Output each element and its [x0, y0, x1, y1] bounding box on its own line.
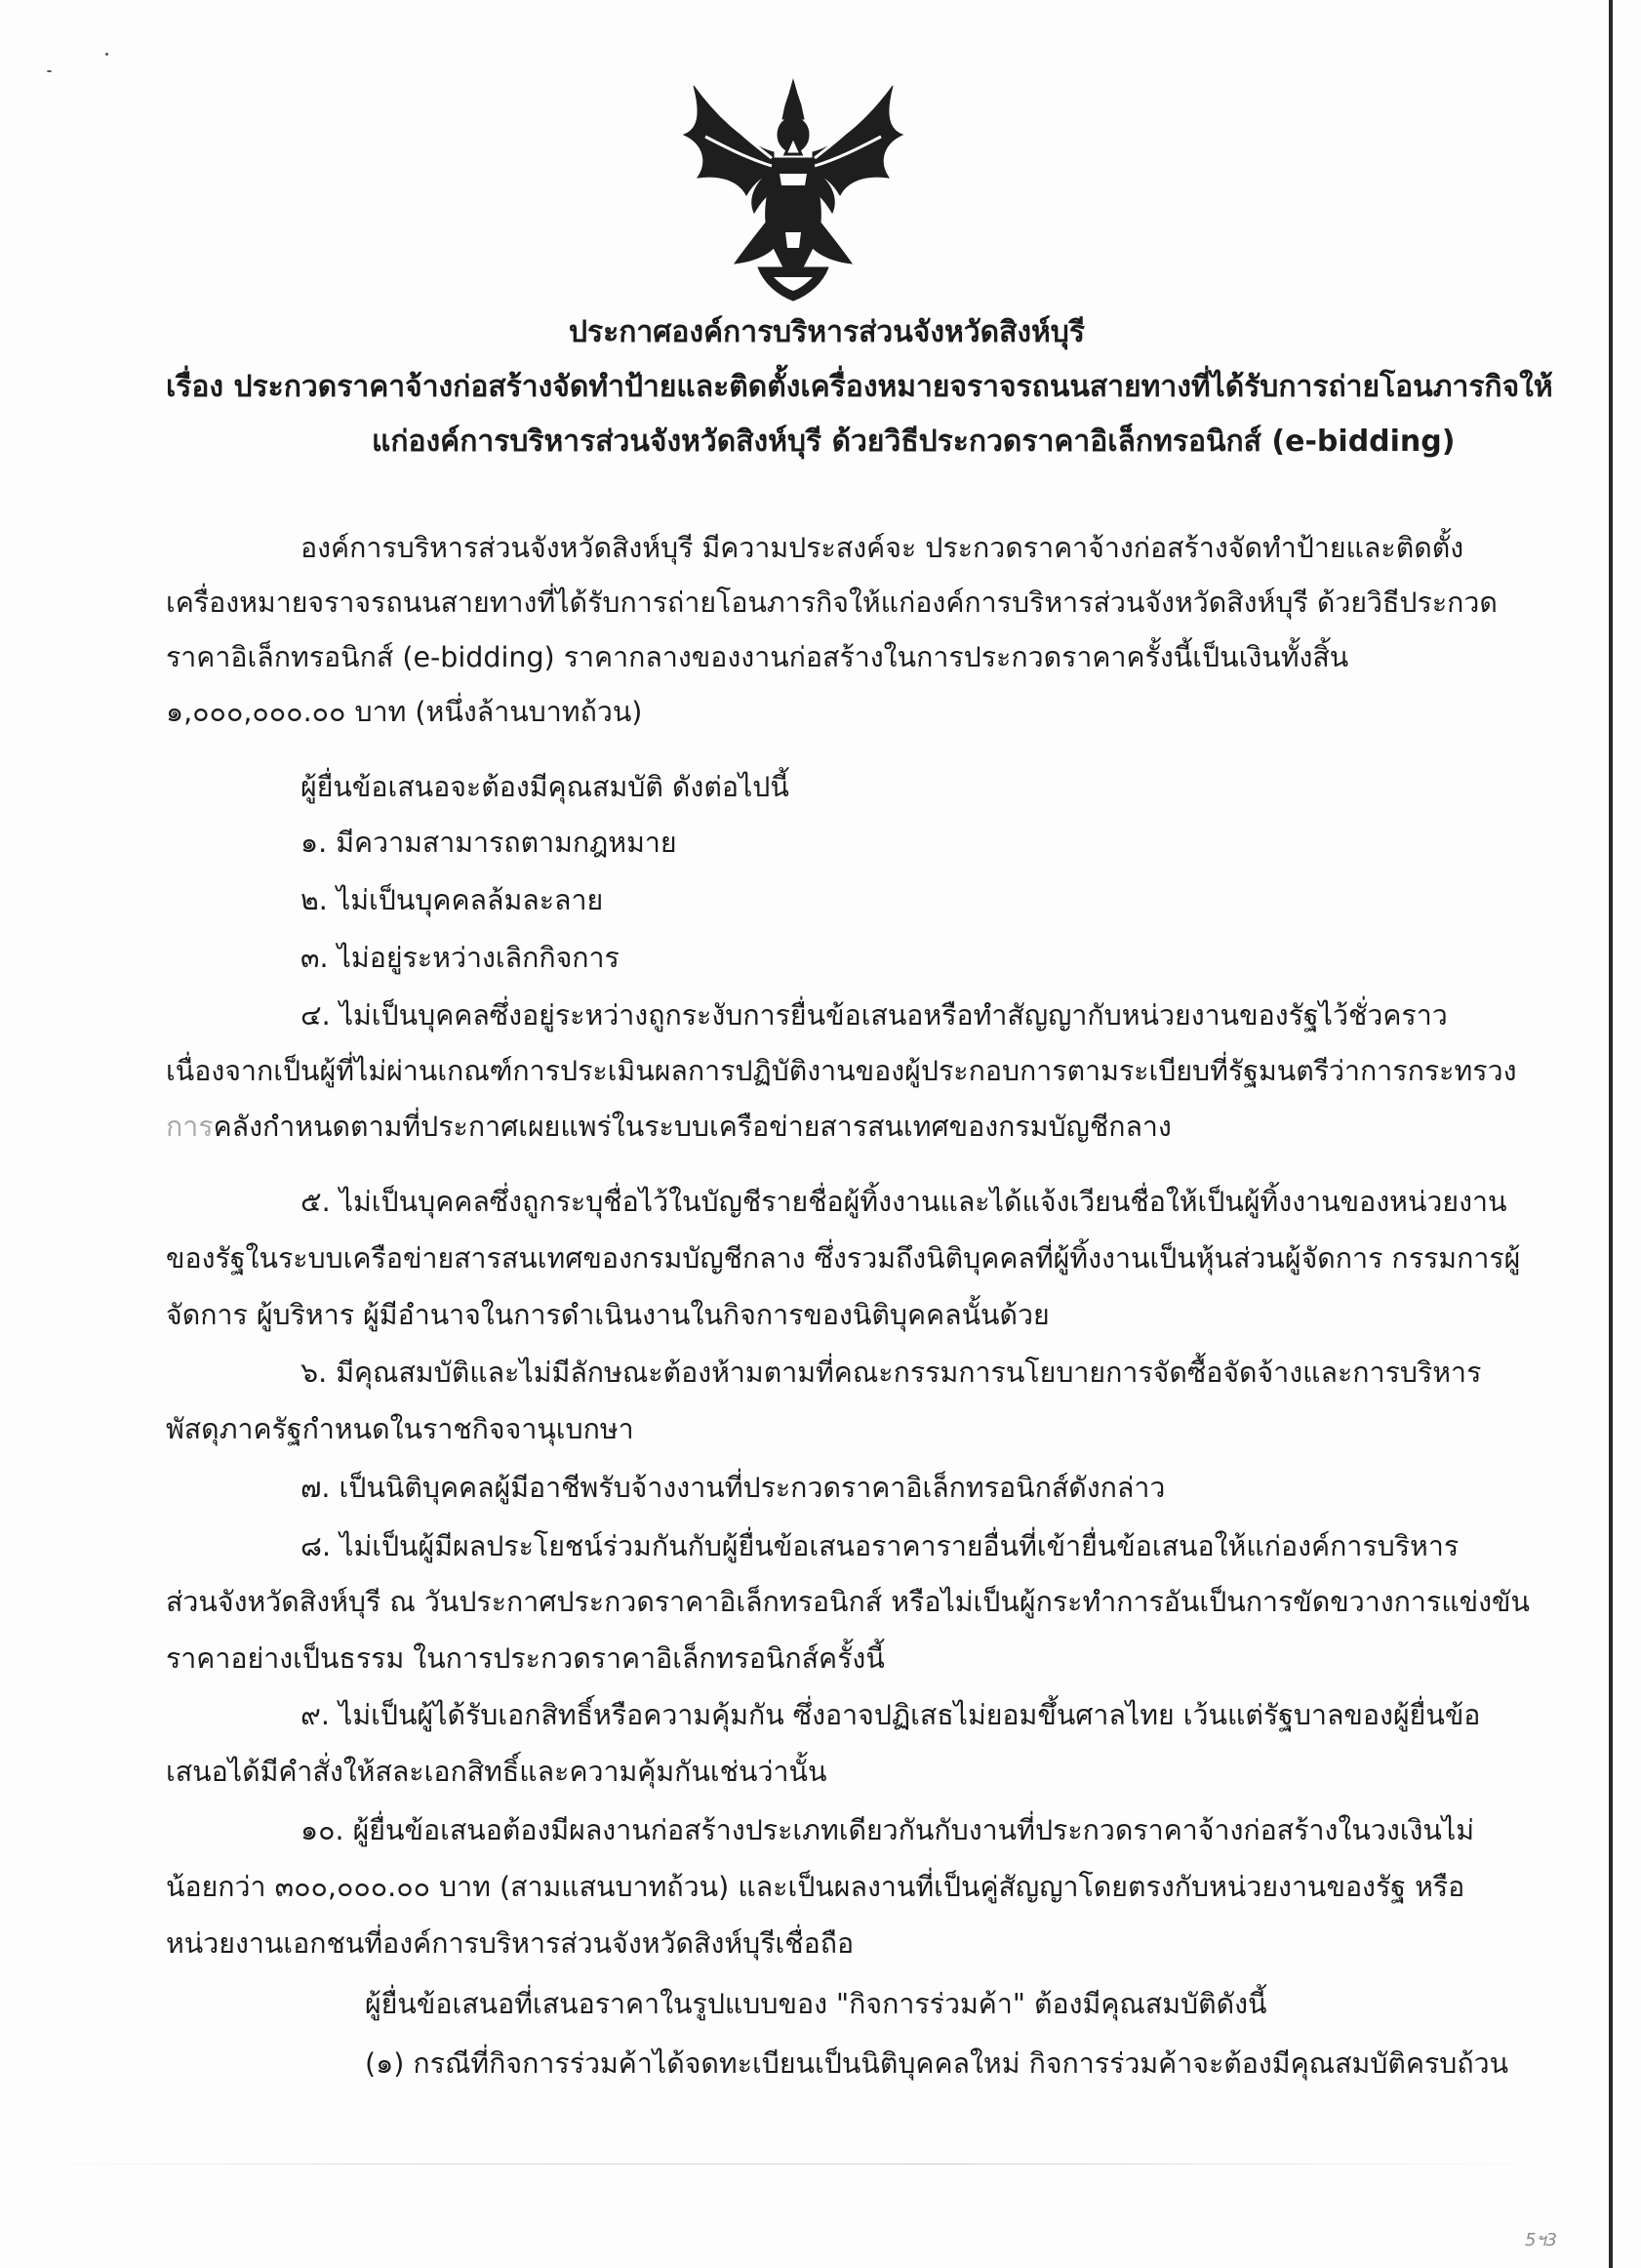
joint-venture-item: (๑) กรณีที่กิจการร่วมค้าได้จดทะเบียนเป็นนิติบุคคลใหม่ กิจการร่วมค้าจะต้องมีคุณสมบัติครบถ้วน — [365, 2047, 1509, 2080]
body-paragraph-line: ๑,๐๐๐,๐๐๐.๐๐ บาท (หนึ่งล้านบาทถ้วน) — [166, 696, 643, 728]
qualification-item: ๑๐. ผู้ยื่นข้อเสนอต้องมีผลงานก่อสร้างประเภทเดียวกันกับงานที่ประกวดราคาจ้างก่อสร้างในวงเงินไม่ — [300, 1814, 1474, 1846]
qualification-item-line: ส่วนจังหวัดสิงห์บุรี ณ วันประกาศประกวดราคาอิเล็กทรอนิกส์ หรือไม่เป็นผู้กระทำการอันเป็นการขัดขวางการแข่งขัน — [166, 1586, 1530, 1618]
qualification-item: ๓. ไม่อยู่ระหว่างเลิกกิจการ — [300, 942, 620, 974]
qualification-item: ๑. มีความสามารถตามกฎหมาย — [300, 827, 677, 859]
document-title: ประกาศองค์การบริหารส่วนจังหวัดสิงห์บุรี — [569, 315, 1085, 349]
joint-venture-heading: ผู้ยื่นข้อเสนอที่เสนอราคาในรูปแบบของ "กิจการร่วมค้า" ต้องมีคุณสมบัติดังนี้ — [365, 1988, 1267, 2020]
qualification-item: ๙. ไม่เป็นผู้ได้รับเอกสิทธิ์หรือความคุ้มกัน ซึ่งอาจปฏิเสธไม่ยอมขึ้นศาลไทย เว้นแต่รัฐบาลของผู้ยื่นข้อ — [300, 1699, 1481, 1731]
document-subject-line: เรื่อง ประกวดราคาจ้างก่อสร้างจัดทำป้ายและติดตั้งเครื่องหมายจราจรถนนสายทางที่ได้รับการถ่ายโอนภารกิจให้ — [166, 370, 1553, 404]
qualification-item-line — [166, 1108, 1172, 1147]
qualification-item-line: ของรัฐในระบบเครือข่ายสารสนเทศของกรมบัญชีกลาง ซึ่งรวมถึงนิติบุคคลที่ผู้ทิ้งงานเป็นหุ้นส่วนผู้จัดการ กรรมการผู้ — [166, 1242, 1521, 1275]
qualification-item: ๕. ไม่เป็นบุคคลซึ่งถูกระบุชื่อไว้ในบัญชีรายชื่อผู้ทิ้งงานและได้แจ้งเวียนชื่อให้เป็นผู้ทิ้งงานของหน่วยงาน — [300, 1186, 1507, 1218]
qualification-item-line: เสนอได้มีคำสั่งให้สละเอกสิทธิ์และความคุ้มกันเช่นว่านั้น — [166, 1756, 827, 1788]
body-paragraph-line: เครื่องหมายจราจรถนนสายทางที่ได้รับการถ่ายโอนภารกิจให้แก่องค์การบริหารส่วนจังหวัดสิงห์บุรี ด้วยวิธีประกวด — [166, 587, 1498, 619]
qualification-item-line: น้อยกว่า ๓๐๐,๐๐๐.๐๐ บาท (สามแสนบาทถ้วน) และเป็นผลงานที่เป็นคู่สัญญาโดยตรงกับหน่วยงานของรัฐ หรือ — [166, 1871, 1465, 1903]
qualification-item-line: จัดการ ผู้บริหาร ผู้มีอำนาจในการดำเนินงานในกิจการของนิติบุคคลนั้นด้วย — [166, 1299, 1050, 1331]
body-paragraph-line: ราคาอิเล็กทรอนิกส์ (e-bidding) ราคากลางของงานก่อสร้างในการประกวดราคาครั้งนี้เป็นเงินทั้งสิ้น — [166, 641, 1349, 673]
document-subject-line: แก่องค์การบริหารส่วนจังหวัดสิงห์บุรี ด้วยวิธีประกวดราคาอิเล็กทรอนิกส์ (e-bidding) — [372, 425, 1456, 459]
scan-page-edge — [1609, 0, 1613, 2268]
scan-artifact-line — [39, 2164, 1561, 2165]
body-paragraph-line: องค์การบริหารส่วนจังหวัดสิงห์บุรี มีความประสงค์จะ ประกวดราคาจ้างก่อสร้างจัดทำป้ายและติดตั้ง — [300, 532, 1464, 564]
qualification-item: ๘. ไม่เป็นผู้มีผลประโยชน์ร่วมกันกับผู้ยื่นข้อเสนอราคารายอื่นที่เข้ายื่นข้อเสนอให้แก่องค์การบริหาร — [300, 1530, 1460, 1562]
qualification-heading: ผู้ยื่นข้อเสนอจะต้องมีคุณสมบัติ ดังต่อไปนี้ — [300, 771, 789, 803]
garuda-emblem — [676, 76, 910, 305]
scan-speck — [47, 70, 52, 72]
line-text: คลังกำหนดตามที่ประกาศเผยแพร่ในระบบเครือข่ายสารสนเทศของกรมบัญชีกลาง — [213, 1111, 1172, 1143]
faint-text: การ — [166, 1111, 214, 1143]
qualification-item: ๒. ไม่เป็นบุคคลล้มละลาย — [300, 884, 604, 916]
qualification-item-line: เนื่องจากเป็นผู้ที่ไม่ผ่านเกณฑ์การประเมินผลการปฏิบัติงานของผู้ประกอบการตามระเบียบที่รัฐมนตรีว่าการกระทรวง — [166, 1055, 1517, 1087]
qualification-item-line: หน่วยงานเอกชนที่องค์การบริหารส่วนจังหวัดสิงห์บุรีเชื่อถือ — [166, 1927, 855, 1960]
qualification-item-line: พัสดุภาครัฐกำหนดในราชกิจจานุเบกษา — [166, 1413, 634, 1445]
qualification-item-line: ราคาอย่างเป็นธรรม ในการประกวดราคาอิเล็กทรอนิกส์ครั้งนี้ — [166, 1642, 885, 1675]
qualification-item: ๖. มีคุณสมบัติและไม่มีลักษณะต้องห้ามตามที่คณะกรรมการนโยบายการจัดซื้อจัดจ้างและการบริหาร — [300, 1357, 1482, 1389]
scan-speck — [105, 53, 108, 56]
qualification-item: ๗. เป็นนิติบุคคลผู้มีอาชีพรับจ้างงานที่ประกวดราคาอิเล็กทรอนิกส์ดังกล่าว — [300, 1472, 1166, 1504]
page-mark: 5ฯ3 — [1525, 2230, 1558, 2250]
qualification-item: ๔. ไม่เป็นบุคคลซึ่งอยู่ระหว่างถูกระงับการยื่นข้อเสนอหรือทำสัญญากับหน่วยงานของรัฐไว้ชั่วคราว — [300, 999, 1448, 1032]
